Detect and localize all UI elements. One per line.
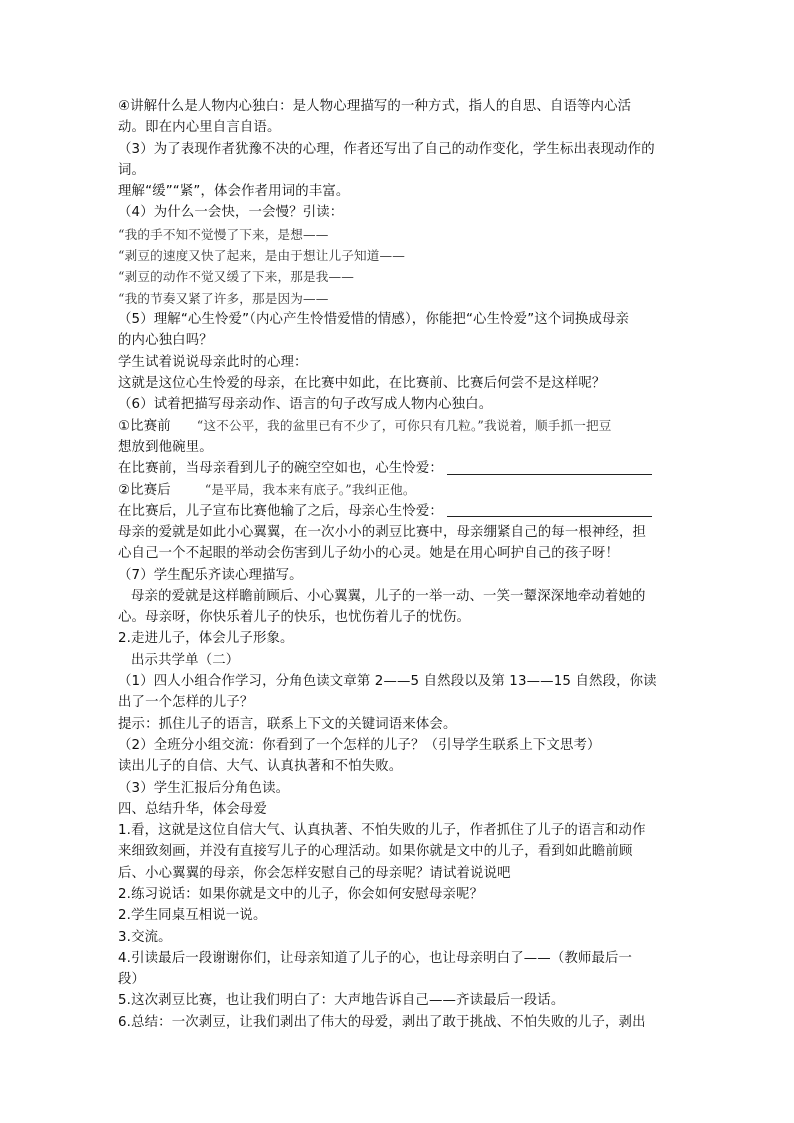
section-heading: 四、总结升华，体会母爱 (118, 801, 267, 817)
text-line (118, 501, 678, 522)
before-match-quote: “这不公平，我的盆里已有不少了，可你只有几粒。”我说着，顺手抓一把豆 (196, 418, 612, 434)
text-line: 3.交流。 (118, 929, 172, 945)
text-line: ④讲解什么是人物内心独白：是人物心理描写的一种方式，指人的自思、自语等内心活 (118, 99, 632, 114)
text-line: 学生试着说说母亲此时的心理： (118, 354, 308, 370)
text-line: 心自己一个不起眼的举动会伤害到儿子幼小的心灵。她是在用心呵护自己的孩子呀！ (118, 546, 620, 562)
text-line: 2.学生同桌互相说一说。 (118, 908, 267, 924)
text-line: 这就是这位心生怜爱的母亲，在比赛中如此，在比赛前、比赛后何尝不是这样呢？ (118, 375, 606, 391)
text-line: （7）学生配乐齐读心理描写。 (118, 567, 303, 583)
text-line: 5.这次剥豆比赛，也让我们明白了：大声地告诉自己——齐读最后一段话。 (118, 993, 565, 1009)
text-line: 母亲的爱就是如此小心翼翼，在一次小小的剥豆比赛中，母亲绷紧自己的每一根神经，担 (118, 524, 647, 540)
text-line: 理解“缓”“紧”，体会作者用词的丰富。 (118, 184, 350, 200)
text-line: 读出儿子的自信、大气、认真执著和不怕失败。 (118, 759, 403, 775)
text-line (118, 479, 678, 500)
text-line: 动。即在内心里自言自语。 (118, 120, 281, 136)
fill-in-prompt: 在比赛后，儿子宣布比赛他输了之后，母亲心生怜爱： (118, 503, 443, 519)
quote-line: “我的手不知不觉慢了下来，是想—— (118, 226, 329, 242)
text-line: 2.练习说话：如果你就是文中的儿子，你会如何安慰母亲呢？ (118, 886, 484, 902)
text-line: 出了一个怎样的儿子？ (118, 695, 254, 711)
before-match-label: ①比赛前 (118, 419, 171, 435)
after-match-label: ②比赛后 (118, 483, 171, 499)
text-line: （3）学生汇报后分角色读。 (118, 780, 290, 796)
text-line: （2）全班分小组交流：你看到了一个怎样的儿子？（引导学生联系上下文思考） (118, 737, 601, 753)
text-line: 想放到他碗里。 (118, 439, 213, 455)
text-line (118, 415, 678, 436)
text-line: 1.看，这就是这位自信大气、认真执著、不怕失败的儿子，作者抓住了儿子的语言和动作 (118, 823, 646, 839)
text-line: 心。母亲呀，你快乐着儿子的快乐，也忧伤着儿子的忧伤。 (118, 610, 471, 626)
fill-in-blank[interactable] (447, 504, 652, 517)
text-line: 段） (118, 972, 146, 988)
text-line: 4.引读最后一段谢谢你们，让母亲知道了儿子的心，也让母亲明白了——（教师最后一 (118, 950, 633, 966)
text-line: （6）试着把描写母亲动作、语言的句子改写成人物内心独白。 (118, 397, 493, 413)
text-line: （3）为了表现作者犹豫不决的心理，作者还写出了自己的动作变化，学生标出表现动作的 (118, 141, 655, 157)
fill-in-prompt: 在比赛前，当母亲看到儿子的碗空空如也，心生怜爱： (118, 461, 443, 477)
text-line (118, 458, 678, 479)
fill-in-blank[interactable] (447, 462, 652, 475)
quote-line: “剥豆的速度又快了起来，是由于想让儿子知道—— (118, 248, 405, 264)
text-line: 后、小心翼翼的母亲，你会怎样安慰自己的母亲呢？请试着说说吧 (118, 865, 511, 881)
text-line: 2.走进儿子，体会儿子形象。 (118, 631, 294, 647)
text-line: 出示共学单（二） (131, 652, 240, 668)
quote-line: “剥豆的动作不觉又缓了下来，那是我—— (118, 269, 354, 285)
quote-line: “我的节奏又紧了许多，那是因为—— (118, 290, 329, 306)
text-line: （5）理解“心生怜爱”（内心产生怜惜爱惜的情感），你能把“心生怜爱”这个词换成母亲 (118, 311, 630, 327)
text-line: （1）四人小组合作学习，分角色读文章第 2——5 自然段以及第 13——15 自然段，你读 (118, 674, 657, 690)
text-line: 的内心独白吗？ (118, 333, 213, 349)
document-body (118, 96, 678, 1033)
text-line: 词。 (118, 162, 146, 178)
after-match-quote: “是平局，我本来有底子。”我纠正他。 (204, 482, 416, 498)
text-line: 6.总结：一次剥豆，让我们剥出了伟大的母爱，剥出了敢于挑战、不怕失败的儿子，剥出 (118, 1014, 646, 1030)
text-line: （4）为什么一会快，一会慢？引读： (118, 205, 344, 221)
text-line: 提示：抓住儿子的语言，联系上下文的关键词语来体会。 (118, 716, 457, 732)
text-line: 来细致刻画，并没有直接写儿子的心理活动。如果你就是文中的儿子，看到如此瞻前顾 (118, 844, 633, 860)
text-line: 母亲的爱就是这样瞻前顾后、小心翼翼，儿子的一举一动、一笑一颦深深地牵动着她的 (131, 588, 646, 604)
